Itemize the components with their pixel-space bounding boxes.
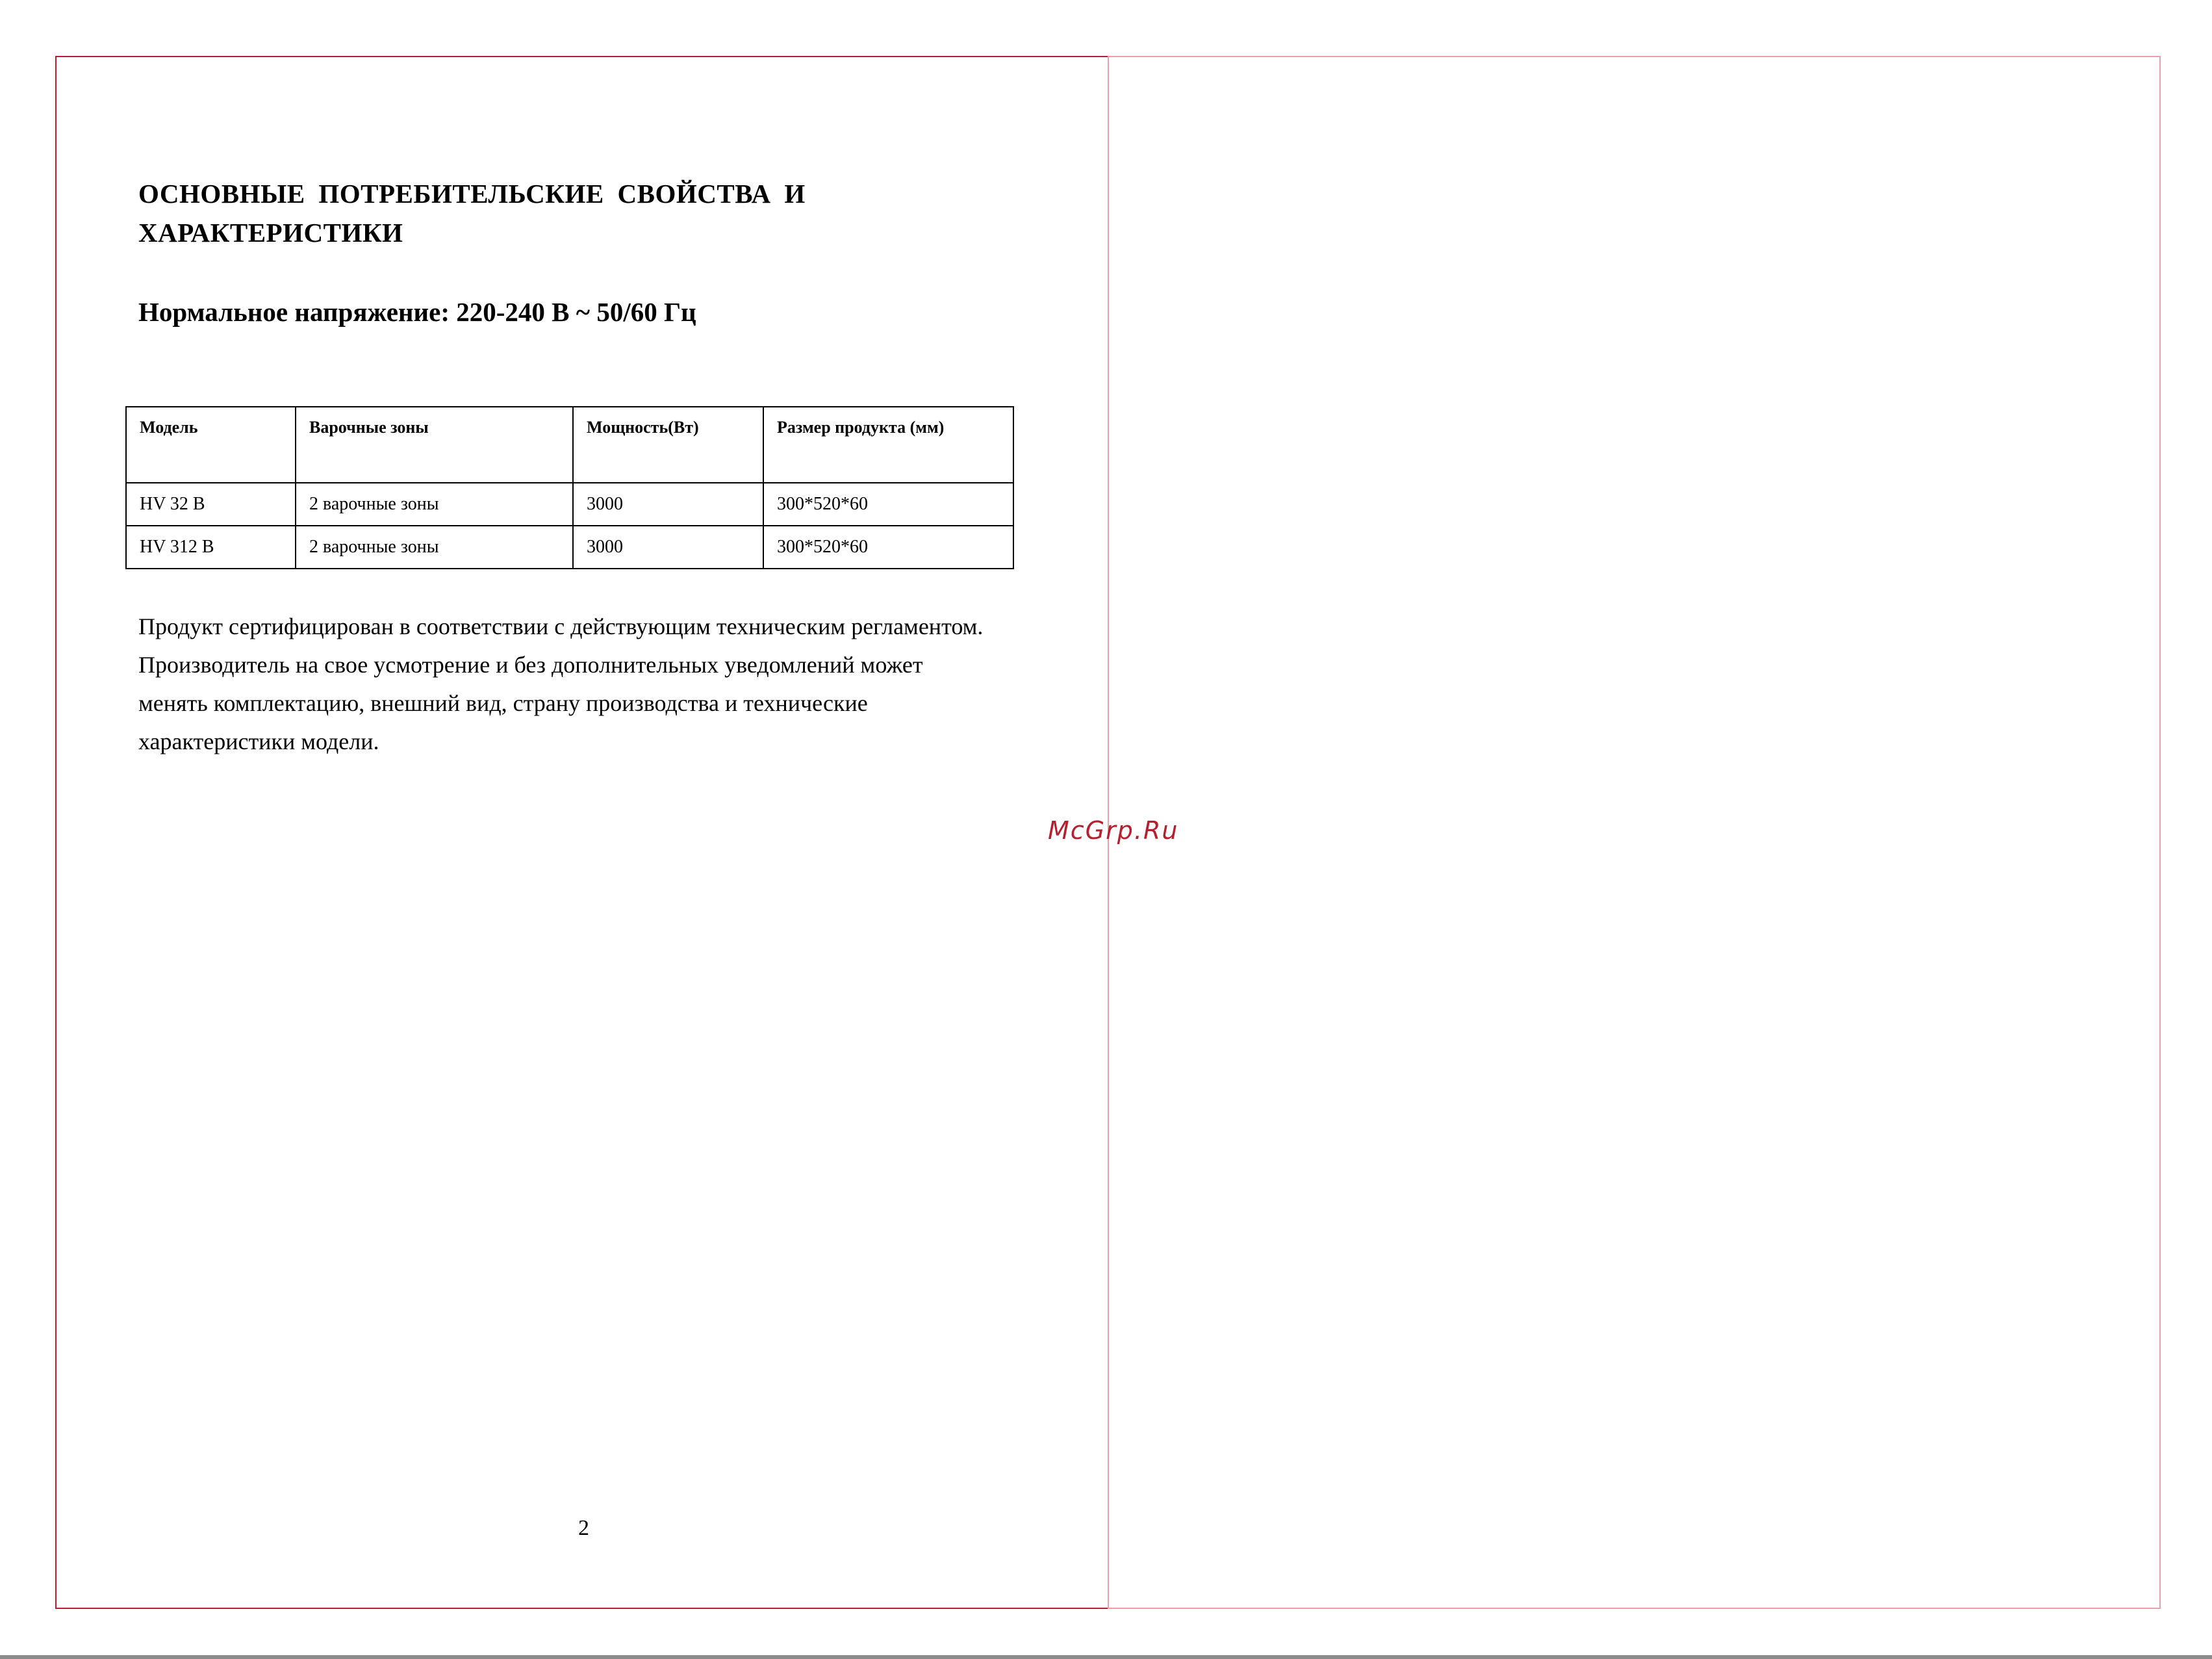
left-page <box>55 56 1109 1609</box>
header-power: Мощность(Вт) <box>573 407 763 483</box>
table-row <box>126 526 1013 569</box>
certification-note <box>138 608 1048 761</box>
page-number: 2 <box>578 1516 589 1540</box>
cell-zones: 2 варочные зоны <box>296 483 573 526</box>
note-line: Производитель на свое усмотрение и без дополнительных уведомлений может <box>138 652 923 678</box>
watermark-text: McGrp.Ru <box>1048 816 1179 845</box>
cell-power: 3000 <box>573 483 763 526</box>
section-heading-line-2: ХАРАКТЕРИСТИКИ <box>138 218 403 248</box>
voltage-line: Нормальное напряжение: 220-240 В ~ 50/60 Гц <box>138 297 696 327</box>
header-zones: Варочные зоны <box>296 407 573 483</box>
cell-zones: 2 варочные зоны <box>296 526 573 569</box>
cell-model: HV 32 B <box>126 483 296 526</box>
cell-size: 300*520*60 <box>763 483 1013 526</box>
right-page <box>1108 56 2161 1609</box>
section-heading <box>138 174 918 252</box>
viewer-bottom-edge <box>0 1655 2212 1659</box>
cell-power: 3000 <box>573 526 763 569</box>
header-model: Модель <box>126 407 296 483</box>
table-header-row <box>126 407 1013 483</box>
specs-table <box>125 406 1014 569</box>
note-line: Продукт сертифицирован в соответствии с действующим техническим регламентом. <box>138 613 984 639</box>
table-row <box>126 483 1013 526</box>
section-heading-line-1: ОСНОВНЫЕ ПОТРЕБИТЕЛЬСКИЕ СВОЙСТВА И <box>138 179 806 209</box>
note-line: менять комплектацию, внешний вид, страну производства и технические <box>138 690 868 716</box>
note-line: характеристики модели. <box>138 728 379 754</box>
header-size: Размер продукта (мм) <box>763 407 1013 483</box>
cell-model: HV 312 B <box>126 526 296 569</box>
cell-size: 300*520*60 <box>763 526 1013 569</box>
